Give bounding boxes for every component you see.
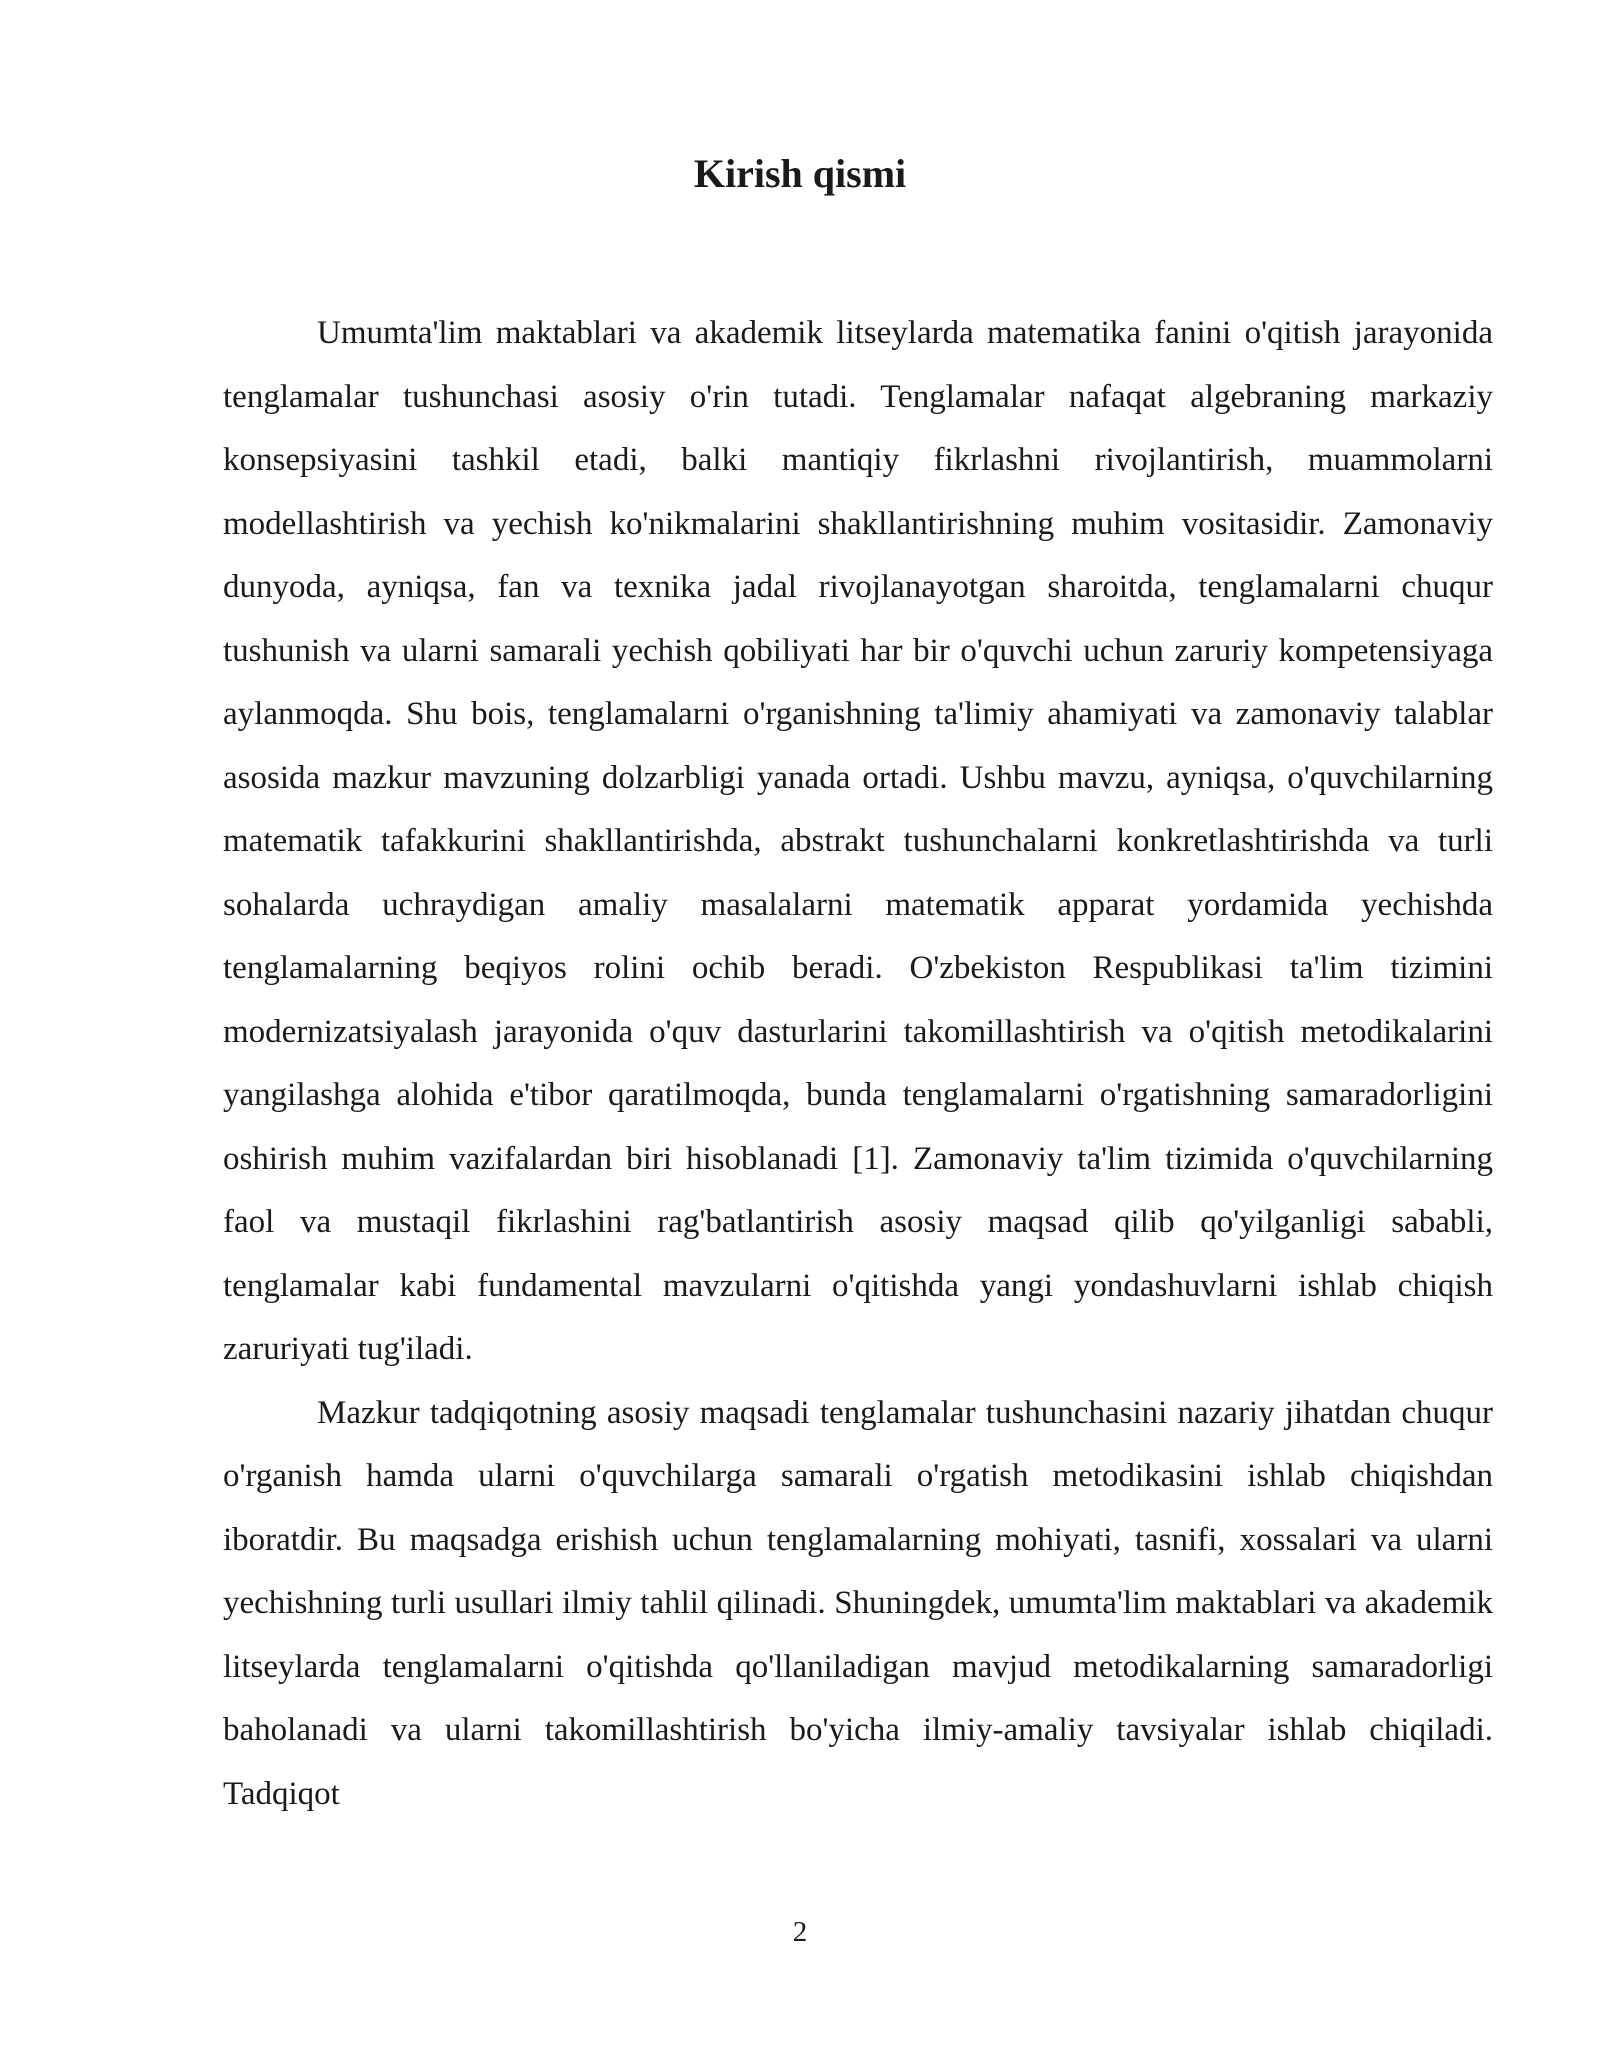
paragraph-2: Mazkur tadqiqotning asosiy maqsadi tenglamalar tushunchasini nazariy jihatdan chuqur o'rganish hamda ularni o'quvchilarga samarali o'rgatish metodikasini ishlab chiqishdan iboratdir. Bu maqsadga erishish uchun tenglamalarning mohiyati, tasnifi, xossalari va ularni yechishning turli usullari ilmiy tahlil qilinadi. Shuningdek, umumta'lim maktablari va akademik litseylarda tenglamalarni o'qitishda qo'llaniladigan mavjud metodikalarning samaradorligi baholanadi va ularni takomillashtirish bo'yicha ilmiy-amaliy tavsiyalar ishlab chiqiladi. Tadqiqot (223, 1394, 1493, 1812)
page-number: 2 (792, 1916, 808, 1948)
paragraph-1: Umumta'lim maktablari va akademik litseylarda matematika fanini o'qitish jarayonida tenglamalar tushunchasi asosiy o'rin tutadi. Tenglamalar nafaqat algebraning markaziy konsepsiyasini tashkil etadi, balki mantiqiy fikrlashni rivojlantirish, muammolarni modellashtirish va yechish ko'nikmalarini shakllantirishning muhim vositasidir. Zamonaviy dunyoda, ayniqsa, fan va texnika jadal rivojlanayotgan sharoitda, tenglamalarni chuqur tushunish va ularni samarali yechish qobiliyati har bir o'quvchi uchun zaruriy kompetensiyaga aylanmoqda. Shu bois, tenglamalarni o'rganishning ta'limiy ahamiyati va zamonaviy talablar asosida mazkur mavzuning dolzarbligi yanada ortadi. Ushbu mavzu, ayniqsa, o'quvchilarning matematik tafakkurini shakllantirishda, abstrakt tushunchalarni konkretlashtirishda va turli sohalarda uchraydigan amaliy masalalarni matematik apparat yordamida yechishda tenglamalarning beqiyos rolini ochib beradi. O'zbekiston Respublikasi ta'lim tizimini modernizatsiyalash jarayonida o'quv dasturlarini takomillashtirish va o'qitish metodikalarini yangilashga alohida e'tibor qaratilmoqda, bunda tenglamalarni o'rgatishning samaradorligini oshirish muhim vazifalardan biri hisoblanadi [1]. Zamonaviy ta'lim tizimida o'quvchilarning faol va mustaqil fikrlashini rag'batlantirish asosiy maqsad qilib qo'yilganligi sababli, tenglamalar kabi fundamental mavzularni o'qitishda yangi yondashuvlarni ishlab chiqish zaruriyati tug'iladi. (223, 315, 1493, 1367)
document-body (223, 302, 1493, 1826)
page-title: Kirish qismi (693, 151, 907, 196)
